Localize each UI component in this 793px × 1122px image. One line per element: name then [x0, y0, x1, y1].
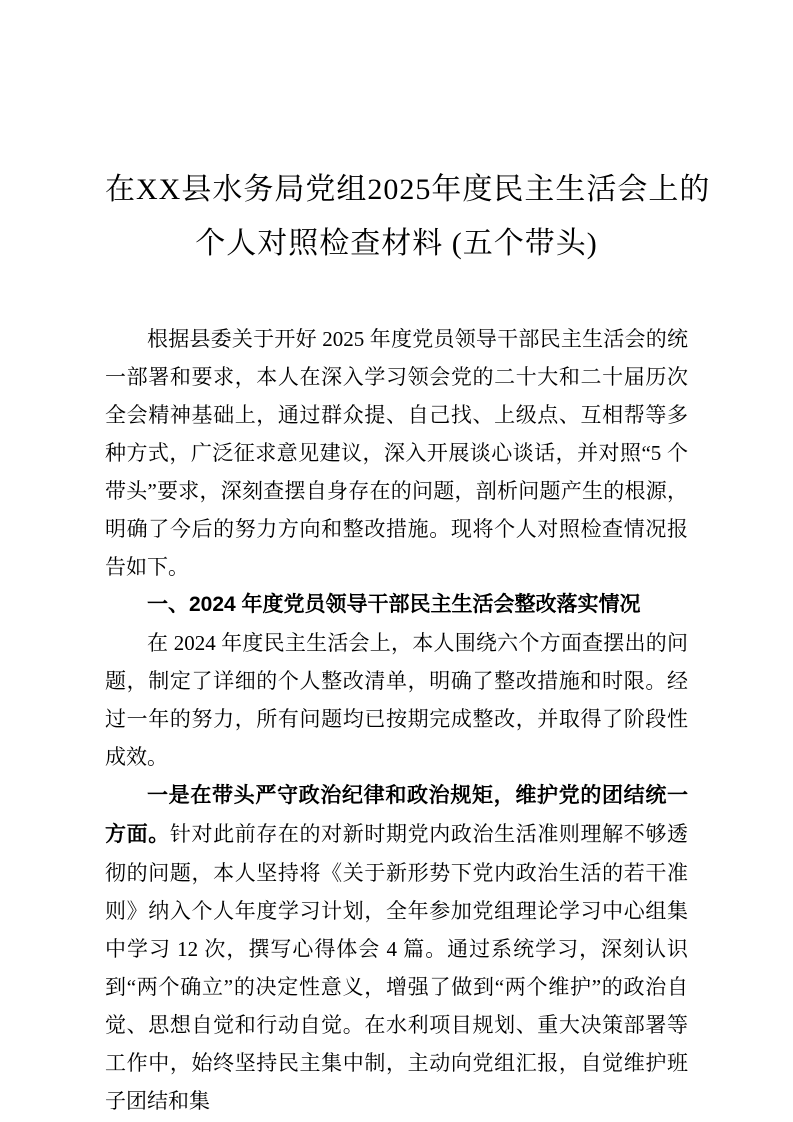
- title-line: 在XX县水务局党组2025年度民主生活会上的: [105, 173, 711, 206]
- text-segment: 针对此前存在的对新时期党内政治生活准则理解不够透彻的问题，本人坚持将《关于新形势下党内政治生活的若干准则》纳入个人年度学习计划，全年参加党组理论学习中心组集中学习 12 次，撰写心得体会 4 篇。通过系统学习，深刻认识到“两个确立”的决定性意义，增强了做到“两个维护”的政治自觉、思想自觉和行动自觉。在水利项目规划、重大决策部署等工作中，始终坚持民主集中制，主动向党组汇报，自觉维护班子团结和集: [105, 822, 689, 1113]
- text-segment: 根据县委关于开好 2025 年度党员领导干部民主生活会的统一部署和要求，本人在深入学习领会党的二十大和二十届历次全会精神基础上，通过群众提、自己找、上级点、互相帮等多种方式，广泛征求意见建议，深入开展谈心谈话，并对照“5 个带头”要求，深刻查摆自身存在的问题，剖析问题产生的根源，明确了今后的努力方向和整改措施。现将个人对照检查情况报告如下。: [105, 327, 688, 579]
- section-heading: [105, 586, 688, 624]
- paragraph: [105, 320, 688, 586]
- paragraph: [105, 624, 688, 776]
- document-body: [105, 320, 688, 1120]
- text-segment: 在 2024 年度民主生活会上，本人围绕六个方面查摆出的问题，制定了详细的个人整改清单，明确了整改措施和时限。经过一年的努力，所有问题均已按期完成整改，并取得了阶段性成效。: [105, 631, 688, 769]
- paragraph: [105, 776, 688, 1120]
- title-line: 个人对照检查材料 (五个带头): [195, 227, 598, 260]
- document-title: [105, 163, 711, 271]
- text-segment: 一、2024 年度党员领导干部民主生活会整改落实情况: [147, 593, 641, 616]
- text-segment: 一是在带头严守政治纪律和政治规矩，维护党的团结统一方面。: [105, 784, 688, 846]
